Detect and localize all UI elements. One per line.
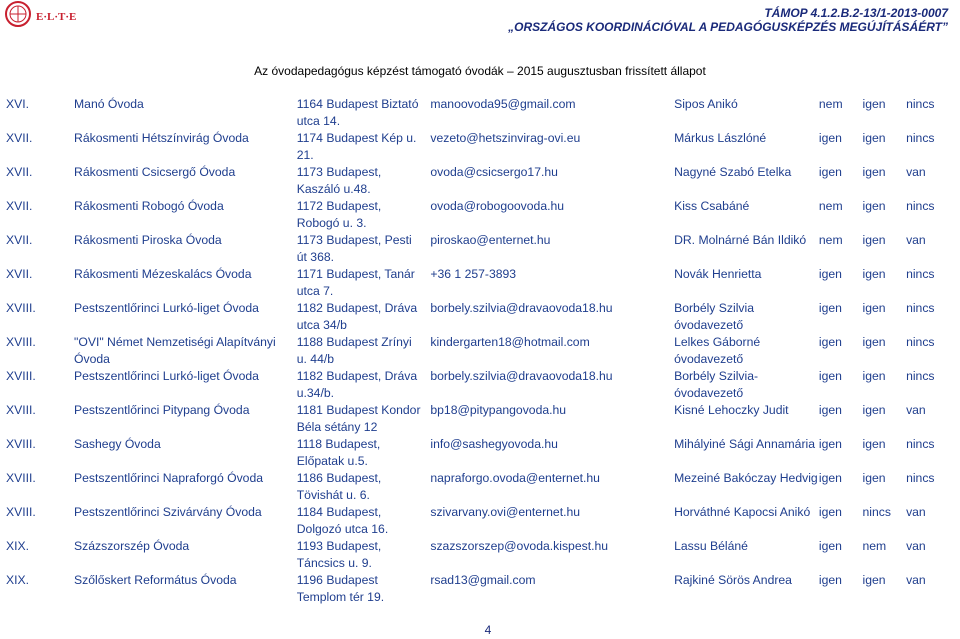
district-cell: XVIII. [6,471,36,485]
district-cell: XIX. [6,573,30,587]
district-cell: XVIII. [6,335,36,349]
email-cell: borbely.szilvia@dravaovoda18.hu [430,301,613,315]
flag-b-cell: nincs [862,505,891,519]
name-cell: Rákosmenti Mézeskalács Óvoda [74,267,252,281]
email-cell: rsad13@gmail.com [430,573,536,587]
name-cell: Pestszentlőrinci Lurkó-liget Óvoda [74,301,259,315]
name-cell: Manó Óvoda [74,97,144,111]
district-cell: XIX. [6,539,30,553]
flag-c-cell: nincs [906,267,935,281]
flag-a-cell: igen [818,267,842,281]
email-cell: +36 1 257-3893 [430,267,517,281]
flag-c-cell: nincs [906,369,935,383]
flag-b-cell: igen [862,165,886,179]
contact-cell: Márkus Lászlóné [674,131,767,145]
flag-c-cell: nincs [906,97,935,111]
flag-c-cell: van [906,403,926,417]
district-cell: XVIII. [6,403,36,417]
table-row [0,96,952,130]
project-code: TÁMOP 4.1.2.B.2-13/1-2013-0007 [764,6,948,20]
table-row [0,572,952,606]
flag-c-cell: nincs [906,301,935,315]
name-cell: Sashegy Óvoda [74,437,161,451]
contact-cell: Novák Henrietta [674,267,762,281]
district-cell: XVIII. [6,437,36,451]
flag-b-cell: igen [862,199,886,213]
table-row [0,164,952,198]
contact-cell: Mihályiné Sági Annamária [674,437,815,451]
address-cell: 1172 Budapest, Robogó u. 3. [296,199,382,230]
table-row [0,198,952,232]
contact-cell: Sipos Anikó [674,97,738,111]
table-row [0,266,952,300]
email-cell: kindergarten18@hotmail.com [430,335,590,349]
email-cell: szazszorszep@ovoda.kispest.hu [430,539,609,553]
contact-cell: Lelkes Gáborné óvodavezető [674,335,761,366]
page-header [0,0,960,88]
flag-c-cell: nincs [906,335,935,349]
page-subtitle: Az óvodapedagógus képzést támogató óvodák – 2015 augusztusban frissített állapot [254,64,706,78]
table-row [0,368,952,402]
email-cell: info@sashegyovoda.hu [430,437,558,451]
district-cell: XVIII. [6,505,36,519]
contact-cell: Borbély Szilvia óvodavezető [674,301,755,332]
address-cell: 1174 Budapest Kép u. 21. [296,131,417,162]
kindergarten-table [0,96,960,606]
flag-b-cell: igen [862,437,886,451]
flag-b-cell: igen [862,97,886,111]
flag-a-cell: igen [818,505,842,519]
flag-b-cell: igen [862,403,886,417]
name-cell: Pestszentlőrinci Lurkó-liget Óvoda [74,369,259,383]
flag-b-cell: igen [862,369,886,383]
flag-a-cell: igen [818,471,842,485]
contact-cell: Nagyné Szabó Etelka [674,165,792,179]
flag-b-cell: igen [862,335,886,349]
address-cell: 1164 Budapest Biztató utca 14. [296,97,419,128]
contact-cell: DR. Molnárné Bán Ildikó [674,233,807,247]
flag-c-cell: van [906,539,926,553]
flag-c-cell: nincs [906,471,935,485]
email-cell: napraforgo.ovoda@enternet.hu [430,471,600,485]
flag-c-cell: nincs [906,437,935,451]
logo-text: E·L·T·E [36,11,77,23]
address-cell: 1173 Budapest, Kaszáló u.48. [296,165,382,196]
flag-a-cell: igen [818,539,842,553]
district-cell: XVII. [6,165,33,179]
contact-cell: Borbély Szilvia-óvodavezető [674,369,759,400]
flag-b-cell: igen [862,471,886,485]
name-cell: Rákosmenti Robogó Óvoda [74,199,224,213]
flag-c-cell: van [906,505,926,519]
flag-b-cell: igen [862,301,886,315]
address-cell: 1182 Budapest, Dráva u.34/b. [296,369,418,400]
flag-a-cell: nem [818,97,843,111]
flag-b-cell: igen [862,131,886,145]
flag-a-cell: igen [818,131,842,145]
name-cell: Pestszentlőrinci Pitypang Óvoda [74,403,250,417]
district-cell: XVII. [6,199,33,213]
address-cell: 1193 Budapest, Táncsics u. 9. [296,539,382,570]
table-row [0,300,952,334]
address-cell: 1181 Budapest Kondor Béla sétány 12 [296,403,421,434]
flag-b-cell: igen [862,233,886,247]
address-cell: 1171 Budapest, Tanár utca 7. [296,267,415,298]
name-cell: Rákosmenti Hétszínvirág Óvoda [74,131,249,145]
email-cell: borbely.szilvia@dravaovoda18.hu [430,369,613,383]
table-row [0,538,952,572]
elte-logo [0,0,92,42]
flag-a-cell: nem [818,233,843,247]
flag-c-cell: van [906,233,926,247]
contact-cell: Lassu Béláné [674,539,748,553]
flag-c-cell: nincs [906,199,935,213]
district-cell: XVI. [6,97,30,111]
flag-a-cell: igen [818,573,842,587]
address-cell: 1173 Budapest, Pesti út 368. [296,233,412,264]
name-cell: Rákosmenti Piroska Óvoda [74,233,222,247]
name-cell: Százszorszép Óvoda [74,539,190,553]
flag-b-cell: igen [862,267,886,281]
flag-a-cell: igen [818,301,842,315]
contact-cell: Kiss Csabáné [674,199,750,213]
page-number: 4 [484,623,492,637]
email-cell: manoovoda95@gmail.com [430,97,576,111]
name-cell: Rákosmenti Csicsergő Óvoda [74,165,236,179]
address-cell: 1182 Budapest, Dráva utca 34/b [296,301,418,332]
address-cell: 1188 Budapest Zrínyi u. 44/b [296,335,412,366]
district-cell: XVII. [6,233,33,247]
table-row [0,130,952,164]
email-cell: vezeto@hetszinvirag-ovi.eu [430,131,581,145]
project-name: „ORSZÁGOS KOORDINÁCIÓVAL A PEDAGÓGUSKÉPZÉS MEGÚJÍTÁSÁÉRT” [508,20,948,34]
name-cell: Pestszentlőrinci Szivárvány Óvoda [74,505,262,519]
district-cell: XVII. [6,131,33,145]
flag-b-cell: nem [862,539,887,553]
contact-cell: Kisné Lehoczky Judit [674,403,789,417]
table-row [0,470,952,504]
flag-b-cell: igen [862,573,886,587]
table-row [0,436,952,470]
table-row [0,232,952,266]
address-cell: 1196 Budapest Templom tér 19. [296,573,385,604]
flag-a-cell: igen [818,403,842,417]
flag-a-cell: nem [818,199,843,213]
flag-c-cell: van [906,573,926,587]
address-cell: 1118 Budapest, Előpatak u.5. [296,437,381,468]
contact-cell: Mezeiné Bakóczay Hedvig [674,471,818,485]
name-cell: Pestszentlőrinci Napraforgó Óvoda [74,471,264,485]
flag-c-cell: nincs [906,131,935,145]
table-row [0,504,952,538]
name-cell: Szőlőskert Református Óvoda [74,573,237,587]
contact-cell: Rajkiné Sörös Andrea [674,573,792,587]
email-cell: bp18@pitypangovoda.hu [430,403,567,417]
table-row [0,334,952,368]
flag-a-cell: igen [818,165,842,179]
flag-a-cell: igen [818,437,842,451]
email-cell: szivarvany.ovi@enternet.hu [430,505,581,519]
address-cell: 1186 Budapest, Tövishát u. 6. [296,471,382,502]
district-cell: XVII. [6,267,33,281]
contact-cell: Horváthné Kapocsi Anikó [674,505,811,519]
flag-a-cell: igen [818,369,842,383]
email-cell: ovoda@robogoovoda.hu [430,199,565,213]
table-row [0,402,952,436]
address-cell: 1184 Budapest, Dolgozó utca 16. [296,505,389,536]
district-cell: XVIII. [6,369,36,383]
flag-a-cell: igen [818,335,842,349]
email-cell: piroskao@enternet.hu [430,233,551,247]
district-cell: XVIII. [6,301,36,315]
name-cell: "OVI" Német Nemzetiségi Alapítványi Óvoda [74,335,276,366]
email-cell: ovoda@csicsergo17.hu [430,165,558,179]
flag-c-cell: van [906,165,926,179]
